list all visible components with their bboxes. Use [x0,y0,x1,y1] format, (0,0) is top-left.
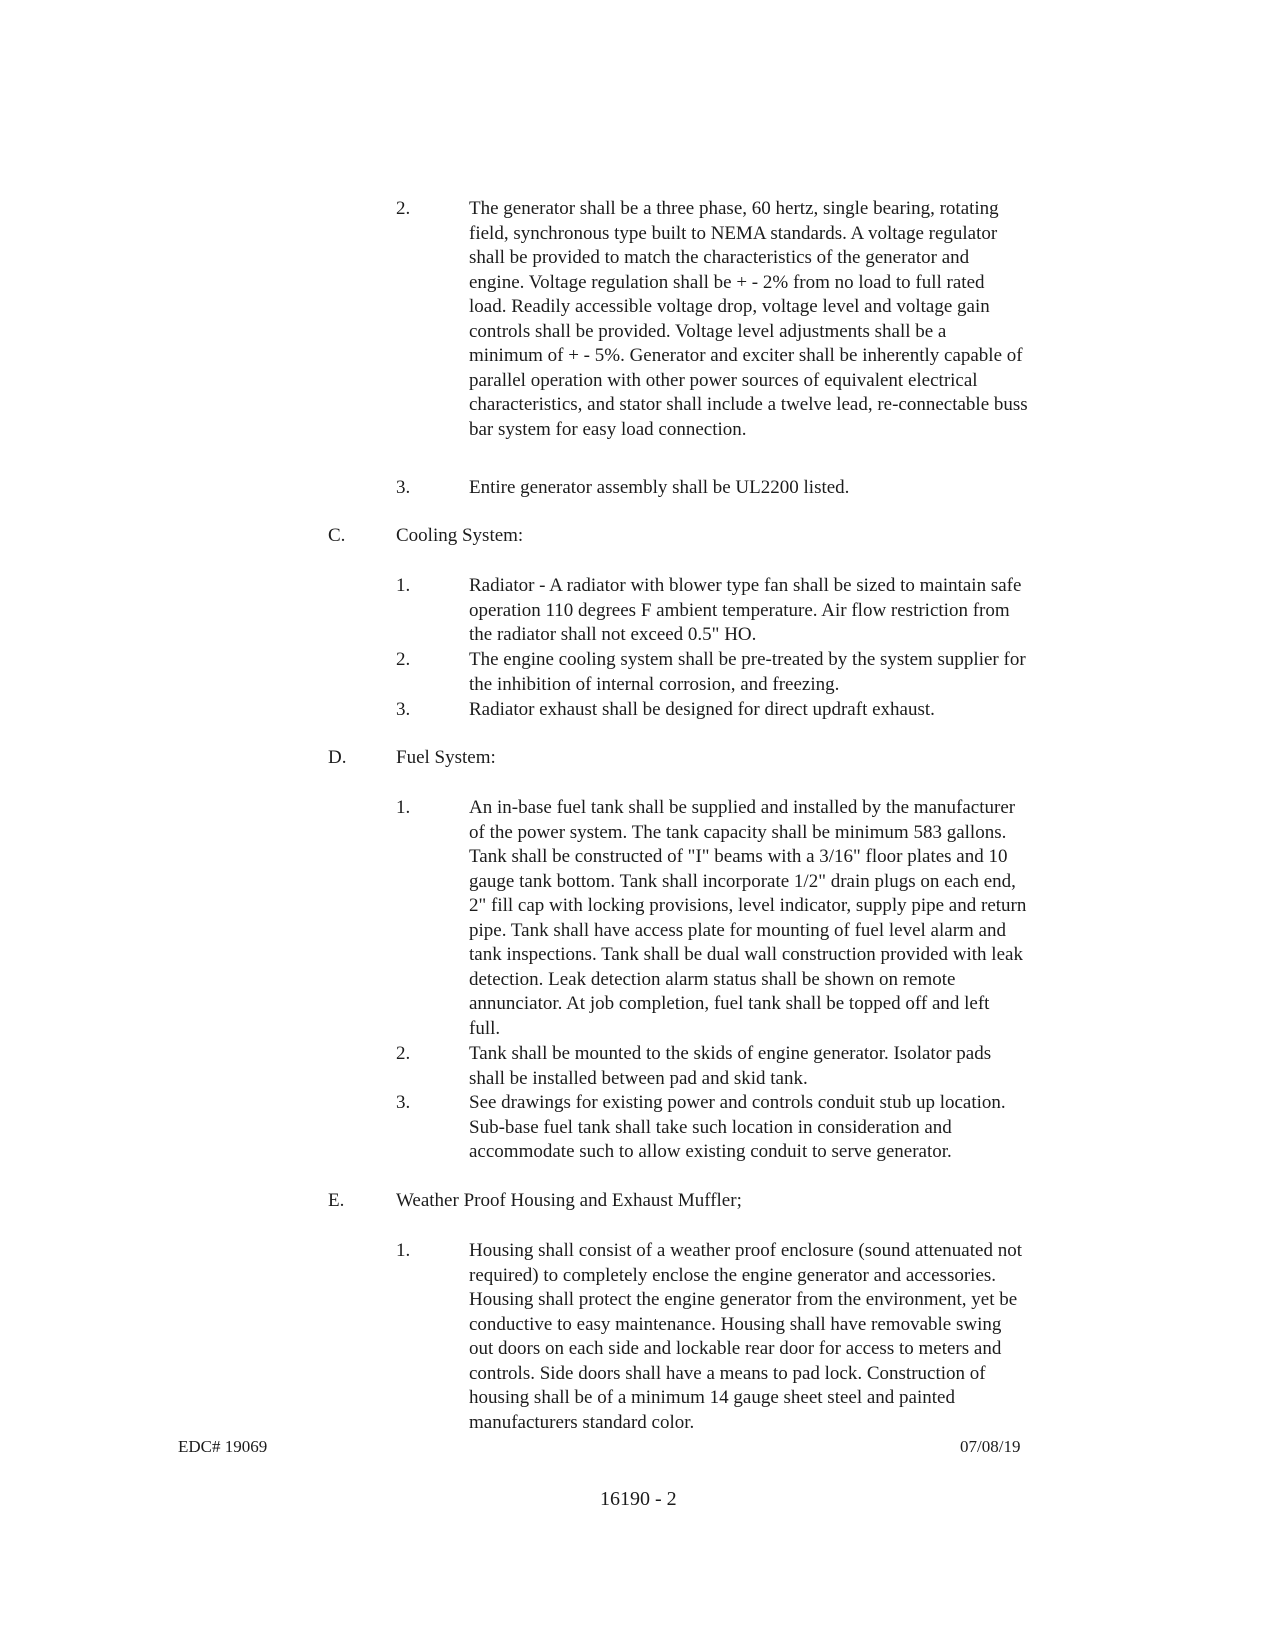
item-text [469,1091,1109,1165]
document-date: 07/08/19 [960,1437,1021,1456]
text-line: The generator shall be a three phase, 60 hertz, single bearing, rotating [469,198,999,219]
text-line: minimum of + - 5%. Generator and exciter shall be inherently capable of [469,345,1023,366]
item-text [469,698,1109,723]
text-line: Housing shall protect the engine generator from the environment, yet be [469,1289,1018,1310]
text-line: tank inspections. Tank shall be dual wall construction provided with leak [469,944,1023,965]
item-text [469,197,1109,442]
item-number: 2. [396,198,411,219]
text-line: shall be provided to match the characteristics of the generator and [469,247,970,268]
text-line: pipe. Tank shall have access plate for mounting of fuel level alarm and [469,919,1006,941]
item-number: 1. [396,797,411,818]
document-number: EDC# 19069 [178,1437,268,1456]
section-d-title: Fuel System: [396,747,496,768]
text-line: annunciator. At job completion, fuel tank shall be topped off and left [469,993,990,1014]
text-line: An in-base fuel tank shall be supplied and installed by the manufacturer [469,797,1016,818]
text-line: The engine cooling system shall be pre-treated by the system supplier for [469,649,1026,670]
text-line: See drawings for existing power and controls conduit stub up location. [469,1092,1006,1113]
text-line: 2" fill cap with locking provisions, level indicator, supply pipe and return [469,895,1027,916]
text-line: manufacturers standard color. [469,1411,695,1433]
text-line: full. [469,1017,501,1039]
item-text [469,648,1109,697]
text-line: Sub-base fuel tank shall take such location in consideration and [469,1116,952,1138]
text-line: housing shall be of a minimum 14 gauge sheet steel and painted [469,1387,955,1408]
section-d-letter: D. [328,747,347,768]
text-line: characteristics, and stator shall include a twelve lead, re-connectable buss [469,394,1028,415]
item-text [469,574,1109,648]
text-line: load. Readily accessible voltage drop, voltage level and voltage gain [469,296,990,317]
item-number: 3. [396,1092,411,1113]
text-line: the inhibition of internal corrosion, and freezing. [469,673,840,695]
text-line: shall be installed between pad and skid tank. [469,1067,808,1089]
item-number: 3. [396,699,411,720]
page-number: 16190 - 2 [600,1488,677,1510]
item-number: 1. [396,575,411,596]
item-number: 1. [396,1240,411,1261]
text-line: gauge tank bottom. Tank shall incorporate 1/2" drain plugs on each end, [469,870,1016,892]
item-text [469,476,1109,501]
text-line: detection. Leak detection alarm status shall be shown on remote [469,968,956,990]
item-number: 3. [396,477,411,498]
text-line: Radiator exhaust shall be designed for direct updraft exhaust. [469,699,935,720]
text-line: parallel operation with other power sources of equivalent electrical [469,369,978,391]
text-line: Entire generator assembly shall be UL2200 listed. [469,477,850,498]
text-line: accommodate such to allow existing conduit to serve generator. [469,1141,952,1162]
text-line: Tank shall be mounted to the skids of engine generator. Isolator pads [469,1043,992,1064]
text-line: out doors on each side and lockable rear door for access to meters and [469,1338,1002,1359]
text-line: field, synchronous type built to NEMA standards. A voltage regulator [469,222,998,244]
text-line: Radiator - A radiator with blower type fan shall be sized to maintain safe [469,575,1022,596]
text-line: of the power system. The tank capacity shall be minimum 583 gallons. [469,821,1007,843]
section-e-letter: E. [328,1190,345,1211]
text-line: Tank shall be constructed of "I" beams with a 3/16" floor plates and 10 [469,846,1008,867]
text-line: engine. Voltage regulation shall be + - 2% from no load to full rated [469,271,985,293]
item-number: 2. [396,1043,411,1064]
item-text [469,1239,1109,1435]
text-line: controls shall be provided. Voltage level adjustments shall be a [469,320,947,342]
text-line: controls. Side doors shall have a means to pad lock. Construction of [469,1362,986,1384]
text-line: conductive to easy maintenance. Housing shall have removable swing [469,1313,1002,1335]
item-text [469,1042,1109,1091]
text-line: bar system for easy load connection. [469,418,747,440]
text-line: required) to completely enclose the engine generator and accessories. [469,1264,997,1286]
section-c-title: Cooling System: [396,525,524,546]
text-line: operation 110 degrees F ambient temperature. Air flow restriction from [469,599,1010,621]
text-line: the radiator shall not exceed 0.5" HO. [469,624,757,645]
item-text [469,796,1109,1041]
text-line: Housing shall consist of a weather proof enclosure (sound attenuated not [469,1240,1022,1261]
section-c-letter: C. [328,525,346,546]
item-number: 2. [396,649,411,670]
section-e-title: Weather Proof Housing and Exhaust Muffler; [396,1190,742,1211]
